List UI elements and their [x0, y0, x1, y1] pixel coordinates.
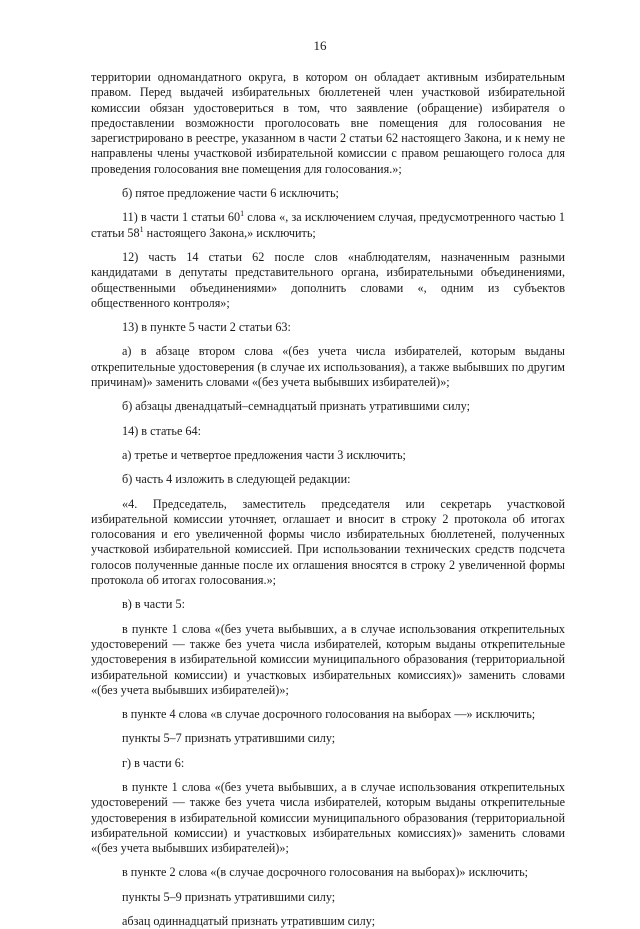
- paragraph: б) пятое предложение части 6 исключить;: [122, 186, 339, 201]
- page-number: 16: [313, 38, 327, 53]
- paragraph: 11) в части 1 статьи $60^1$ слова «, за исключением случая, предусмотренного частью 1 статьи $58^1$ настоящего Закона,» исключить;: [91, 209, 565, 240]
- paragraph: в) в части 5:: [122, 597, 185, 612]
- paragraph: 14) в статье 64:: [122, 423, 201, 438]
- paragraph: а) в абзаце втором слова «(без учета числа избирателей, которым выданы открепительные удостоверения (в случае их использования), а также выбывших по другим причинам)» заменить словами «(без учета выбывших избирателей)»;: [91, 344, 565, 390]
- paragraph: «4. Председатель, заместитель председателя или секретарь участковой избирательной комиссии уточняет, оглашает и вносит в строку 2 протокола об итогах голосования и его увеличенной формы число избирательных бюллетеней, полученных участковой избирательной комиссией. При использовании технических средств подсчета голосов полученные данные после их оглашения вносятся в строку 2 увеличенной формы протокола об итогах голосования.»;: [91, 496, 565, 588]
- paragraph: в пункте 4 слова «в случае досрочного голосования на выборах —» исключить;: [122, 707, 536, 722]
- paragraph: а) третье и четвертое предложения части 3 исключить;: [122, 447, 406, 462]
- paragraph: пункты 5–9 признать утратившими силу;: [122, 889, 336, 904]
- superscript: 1: [240, 209, 245, 219]
- superscript: 1: [139, 224, 144, 234]
- paragraph: 12) часть 14 статьи 62 после слов «наблюдателям, назначенным разными кандидатами в депутаты представительного органа, избирательными объединениями, общественными объединениями» дополнить словами «, одним из субъектов общественного контроля»;: [91, 249, 565, 310]
- document-body: [91, 70, 565, 929]
- paragraph: пункты 5–7 признать утратившими силу;: [122, 731, 336, 746]
- paragraph: абзац одиннадцатый признать утратившим силу;: [122, 914, 376, 929]
- paragraph: в пункте 2 слова «(в случае досрочного голосования на выборах)» исключить;: [122, 865, 529, 880]
- paragraph: б) часть 4 изложить в следующей редакции:: [122, 472, 351, 487]
- paragraph: в пункте 1 слова «(без учета выбывших, а в случае использования открепительных удостоверений — также без учета числа избирателей, которым выданы открепительные удостоверения в избирательной комиссии муниципального образования (территориальной избирательной комиссии) и участковых избирательных комиссиях)» заменить словами «(без учета выбывших избирателей)»;: [91, 621, 565, 697]
- paragraph: г) в части 6:: [122, 755, 185, 770]
- paragraph: территории одномандатного округа, в котором он обладает активным избирательным правом. Перед выдачей избирательных бюллетеней член участковой избирательной комиссии обязан удостовериться в том, что заявление (обращение) избирателя о предоставлении возможности проголосовать вне помещения для голосования не зарегистрировано в реестре, указанном в части 2 статьи 62 настоящего Закона, и к нему не направлены члены участковой избирательной комиссии с правом решающего голоса для проведения голосования вне помещения для голосования.»;: [91, 70, 565, 176]
- paragraph: в пункте 1 слова «(без учета выбывших, а в случае использования открепительных удостоверений — также без учета числа избирателей, которым выданы открепительные удостоверения в избирательной комиссии муниципального образования (территориальной избирательной комиссии) и участковых избирательных комиссиях)» заменить словами «(без учета выбывших избирателей)»;: [91, 779, 565, 856]
- paragraph: б) абзацы двенадцатый–семнадцатый признать утратившими силу;: [122, 399, 470, 414]
- paragraph: 13) в пункте 5 части 2 статьи 63:: [122, 320, 291, 335]
